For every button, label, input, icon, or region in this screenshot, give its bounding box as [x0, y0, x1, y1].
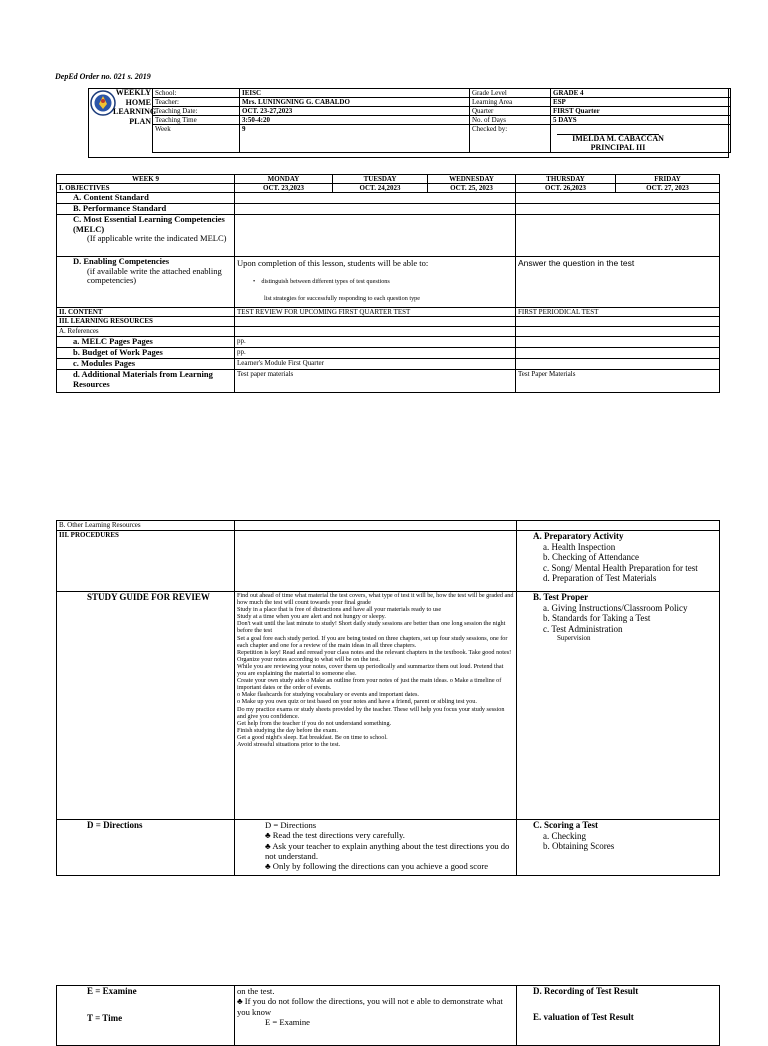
study-guide-para: Finish studying the day before the exam. [237, 726, 338, 734]
enabling-bullet: • distinguish between different types of test questions [253, 278, 390, 285]
recording-cell [517, 986, 720, 1046]
content-standard-label: A. Content Standard [57, 193, 235, 204]
performance-standard-cell-right [516, 204, 720, 215]
learning-area-value: ESP [551, 98, 731, 107]
deped-order-text: DepEd Order no. 021 s. 2019 [55, 72, 151, 81]
content-standard-cell [235, 193, 516, 204]
teaching-time-value: 3:50-4:20 [240, 116, 470, 125]
preparatory-item: c. Song/ Mental Health Preparation for test [543, 562, 698, 573]
enabling-content-cell [235, 257, 516, 308]
study-guide-para: Set a goal fore each study period. If you are being tested on three chapters, set up four study sessions, one for each chapter and one for a review of the main ideas in all three chapters. [237, 634, 508, 649]
plan-title-line: HOME [125, 97, 151, 107]
info-table [152, 88, 731, 153]
study-guide-label: STUDY GUIDE FOR REVIEW [57, 592, 235, 820]
melc-content-cell [235, 215, 516, 257]
date-cell: OCT. 23,2023 [235, 184, 333, 193]
scoring-item: a. Checking [543, 830, 586, 841]
examine-label: E = Examine [87, 986, 137, 996]
principal-title: PRINCIPAL III [590, 142, 646, 152]
melc-note: (If applicable write the indicated MELC) [87, 233, 227, 243]
performance-standard-label: B. Performance Standard [57, 204, 235, 215]
study-guide-para: Get help from the teacher if you do not understand something. [237, 719, 392, 727]
time-label: T = Time [87, 1013, 123, 1023]
modules-value: Learner's Module First Quarter [235, 359, 516, 370]
test-proper-item: b. Standards for Taking a Test [543, 613, 651, 623]
directions-line [237, 841, 514, 862]
directions-line: ♣ Only by following the directions can you achieve a good score [265, 861, 489, 872]
melc-content-cell-right [516, 215, 720, 257]
principal-name: IMELDA M. CABACCAN [572, 134, 664, 143]
preparatory-item: b. Checking of Attendance [543, 552, 639, 562]
checked-by-cell [551, 125, 731, 153]
study-guide-text [235, 592, 517, 820]
melc-label: C. Most Essential Learning Competencies (MELC) [73, 214, 225, 234]
date-cell: OCT. 24,2023 [333, 184, 428, 193]
test-proper-item: a. Giving Instructions/Classroom Policy [543, 602, 688, 613]
references-mid [235, 327, 516, 337]
quarter-label: Quarter [470, 107, 551, 116]
directions-line: ♣ Read the test directions very carefully. [265, 830, 405, 841]
study-guide-para: Find out ahead of time what material the test covers, what type of test it will be, how the test will be graded and how much the test will count towards your final grade [237, 592, 514, 607]
scoring-item: b. Obtaining Scores [543, 841, 615, 851]
examine-line: ♣ If you do not follow the directions, you will not e able to demonstrate what you know [237, 996, 503, 1017]
directions-label: D = Directions [57, 820, 235, 876]
teacher-label: Teacher: [153, 98, 240, 107]
objectives-label: I. OBJECTIVES [57, 184, 235, 193]
resources-right [516, 317, 720, 327]
evaluation-table [56, 985, 720, 1046]
preparatory-item: d. Preparation of Test Materials [543, 573, 657, 583]
enabling-bullet-text: distinguish between different types of test questions [261, 278, 390, 285]
teacher-value: Mrs. LUNINGNING G. CABALDO [240, 98, 470, 107]
study-guide-para: Avoid stressful situations prior to the test. [237, 740, 341, 748]
budget-right [516, 348, 720, 359]
grade-level-value: GRADE 4 [551, 89, 731, 98]
enabling-line2: list strategies for successfully responding to each question type [264, 295, 421, 302]
teaching-time-label: Teaching Time [153, 116, 240, 125]
melc-pages-right [516, 337, 720, 348]
other-resources-label: B. Other Learning Resources [57, 521, 235, 531]
grade-level-label: Grade Level [470, 89, 551, 98]
quarter-value: FIRST Quarter [551, 107, 731, 116]
melc-pages-value: pp. [235, 337, 516, 348]
learning-area-label: Learning Area [470, 98, 551, 107]
procedures-table [56, 520, 720, 876]
budget-label: b. Budget of Work Pages [57, 348, 235, 359]
recording-title: D. Recording of Test Result [533, 986, 639, 996]
week-header: WEEK 9 [57, 175, 235, 184]
study-guide-para: Study at a time when you are alert and not hungry or sleepy. [237, 613, 386, 621]
examine-line: E = Examine [265, 1016, 310, 1027]
day-header: TUESDAY [333, 175, 428, 184]
study-guide-para: o Make up you own quiz or test based on your notes and have a friend, parent or sibling test you. [237, 698, 477, 706]
scoring-title: C. Scoring a Test [533, 820, 599, 830]
plan-title [113, 88, 157, 126]
teaching-date-label: Teaching Date: [153, 107, 240, 116]
enabling-right-text: Answer the question in the test [518, 258, 635, 268]
melc-pages-label: a. MELC Pages Pages [57, 337, 235, 348]
enabling-note: (if available write the attached enabling competencies) [87, 265, 222, 285]
study-guide-para: Organize your notes according to what will be on the test. [237, 655, 381, 663]
test-proper-note: Supervision [557, 634, 591, 642]
teaching-date-value: OCT. 23-27,2023 [240, 107, 470, 116]
plan-title-line: WEEKLY [115, 88, 151, 97]
budget-value: pp. [235, 348, 516, 359]
directions-line-text: ♣ Ask your teacher to explain anything about the test directions you do not understand. [265, 840, 510, 861]
study-guide-para: Do my practice exams or study sheets provided by the teacher. These will help you focus your study session and give you confidence. [237, 705, 505, 720]
date-cell: OCT. 26,2023 [516, 184, 616, 193]
preparatory-activity-cell [517, 531, 720, 592]
study-guide-para: Get a good night's sleep. Eat breakfast. Be on time to school. [237, 733, 388, 741]
additional-mid: Test paper materials [235, 370, 516, 393]
day-header: FRIDAY [616, 175, 720, 184]
content-label: II. CONTENT [57, 308, 235, 317]
enabling-intro: Upon completion of this lesson, students will be able to: [237, 258, 429, 268]
directions-text [235, 820, 517, 876]
plan-title-line: LEARNING [113, 107, 157, 116]
other-resources-right [517, 521, 720, 531]
content-mid: TEST REVIEW FOR UPCOMING FIRST QUARTER TEST [235, 308, 516, 317]
study-guide-para: o Make flashcards for studying vocabulary or events and important dates. [237, 691, 419, 699]
resources-label: III. LEARNING RESOURCES [57, 317, 235, 327]
week-value: 9 [240, 125, 470, 153]
performance-standard-cell [235, 204, 516, 215]
study-guide-para: Don't wait until the last minute to study! Short daily study sessions are better than one long session the night before the test [237, 620, 506, 635]
modules-right [516, 359, 720, 370]
other-resources-mid [235, 521, 517, 531]
study-guide-para: While you are reviewing your notes, cover them up periodically and summarize them out loud. Pretend that you are explaining the material to someone else. [237, 662, 504, 678]
date-cell: OCT. 25, 2023 [428, 184, 516, 193]
examine-line: on the test. [237, 986, 275, 996]
weekly-plan-table [56, 174, 720, 393]
days-label: No. of Days [470, 116, 551, 125]
directions-line: D = Directions [265, 820, 317, 830]
week-label: Week [153, 125, 240, 153]
study-guide-para: Study in a place that is free of distractions and have all your materials ready to use [237, 606, 442, 614]
enabling-right-cell [516, 257, 720, 308]
preparatory-activity-title: A. Preparatory Activity [533, 531, 624, 541]
test-proper-item: c. Test Administration [543, 623, 623, 634]
plan-title-line: PLAN [129, 116, 151, 126]
examine-text [235, 986, 517, 1046]
additional-label: d. Additional Materials from Learning Resources [57, 370, 235, 393]
days-value: 5 DAYS [551, 116, 731, 125]
study-guide-para: Create your own study aids o Make an outline from your notes of just the main ideas. o Make a timeline of important dates or the order of events. [237, 677, 502, 692]
references-label: A. References [57, 327, 235, 337]
day-header: WEDNESDAY [428, 175, 516, 184]
references-right [516, 327, 720, 337]
enabling-cell [57, 257, 235, 308]
procedures-mid [235, 531, 517, 592]
day-header: THURSDAY [516, 175, 616, 184]
resources-mid [235, 317, 516, 327]
checked-by-label: Checked by: [470, 125, 551, 153]
modules-label: c. Modules Pages [57, 359, 235, 370]
examine-cell [57, 986, 235, 1046]
content-standard-cell-right [516, 193, 720, 204]
test-proper-title: B. Test Proper [533, 592, 589, 602]
preparatory-item: a. Health Inspection [543, 541, 616, 552]
content-right: FIRST PERIODICAL TEST [516, 308, 720, 317]
school-value: IEISC [240, 89, 470, 98]
additional-right: Test Paper Materials [516, 370, 720, 393]
melc-cell [57, 215, 235, 257]
school-label: School: [153, 89, 240, 98]
day-header: MONDAY [235, 175, 333, 184]
study-guide-para: Repetition is key! Read and reread your class notes and the relevant chapters in the textbook. Take good notes! [237, 648, 512, 656]
test-proper-cell [517, 592, 720, 820]
evaluation-title: E. valuation of Test Result [533, 1011, 634, 1022]
enabling-label: D. Enabling Competencies [73, 256, 170, 266]
date-cell: OCT. 27, 2023 [616, 184, 720, 193]
procedures-label: III. PROCEDURES [57, 531, 235, 592]
scoring-cell [517, 820, 720, 876]
